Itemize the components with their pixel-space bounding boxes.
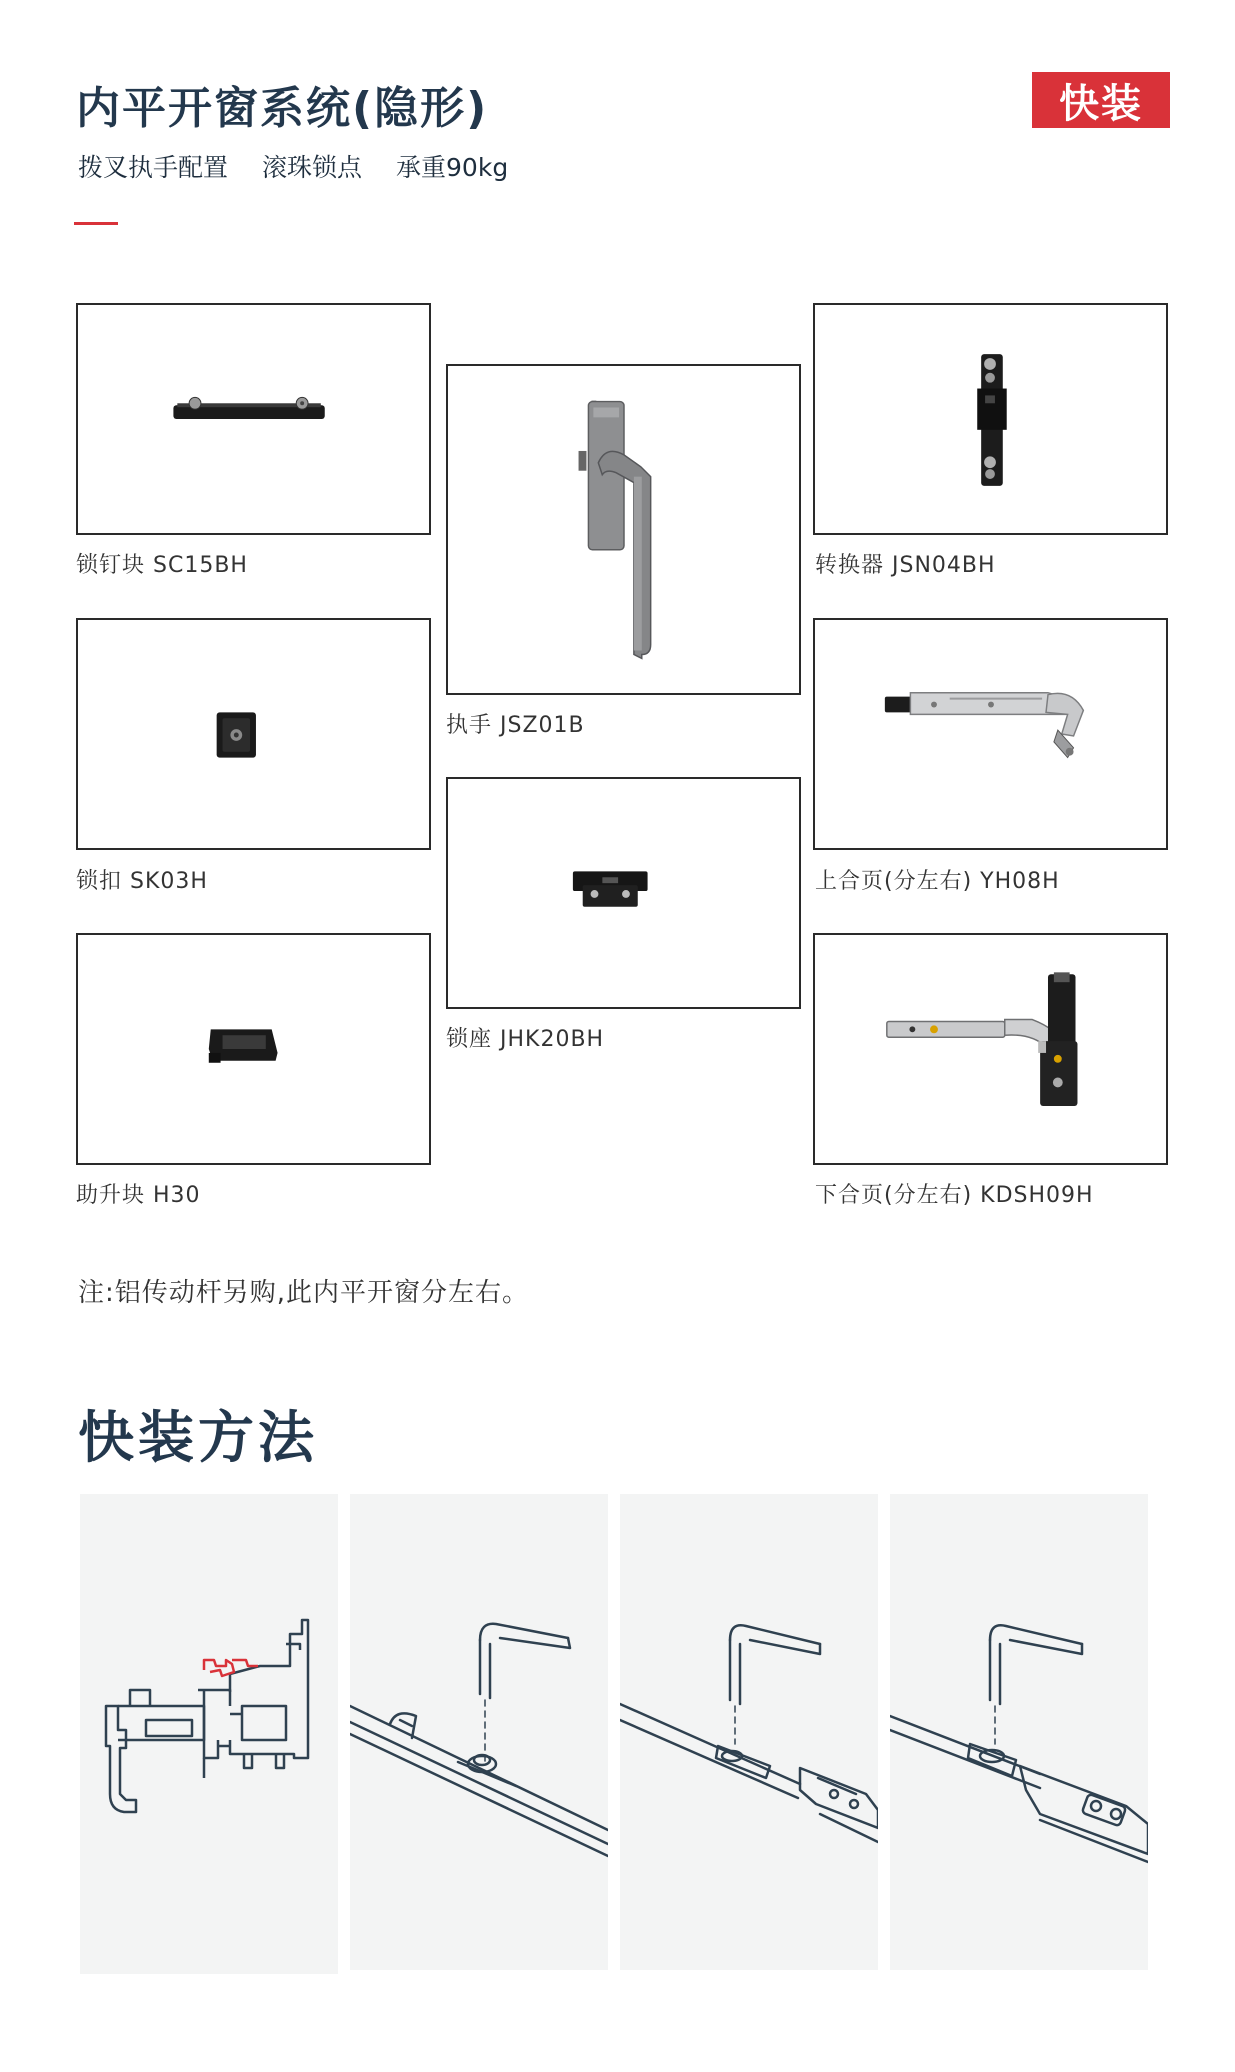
part-caption: 执手 JSZ01B bbox=[446, 713, 585, 738]
install-step-1 bbox=[350, 1494, 608, 1970]
part-card-handle bbox=[446, 364, 801, 695]
install-step-profile bbox=[80, 1494, 338, 1974]
lock-seat-image bbox=[448, 779, 799, 1007]
part-card-lock-seat bbox=[446, 777, 801, 1009]
lower-hinge-image bbox=[815, 935, 1166, 1163]
lift-block-image bbox=[78, 935, 429, 1163]
part-caption: 助升块 H30 bbox=[76, 1183, 201, 1208]
part-card-lower-hinge bbox=[813, 933, 1168, 1165]
quick-install-badge: 快装 bbox=[1032, 72, 1170, 128]
part-card-lock-pin-block bbox=[76, 303, 431, 535]
part-caption: 上合页(分左右) YH08H bbox=[815, 869, 1060, 894]
part-caption: 锁钉块 SC15BH bbox=[76, 553, 248, 578]
lock-buckle-image bbox=[78, 620, 429, 848]
lock-pin-block-image bbox=[78, 305, 429, 533]
feature-item: 承重90kg bbox=[396, 153, 509, 182]
part-caption: 下合页(分左右) KDSH09H bbox=[815, 1183, 1094, 1208]
part-caption: 锁座 JHK20BH bbox=[446, 1027, 605, 1052]
install-step-3 bbox=[890, 1494, 1148, 1970]
page-title: 内平开窗系统(隐形) bbox=[76, 83, 489, 134]
converter-image bbox=[815, 305, 1166, 533]
part-caption: 锁扣 SK03H bbox=[76, 869, 208, 894]
part-card-lock-buckle bbox=[76, 618, 431, 850]
feature-item: 滚珠锁点 bbox=[262, 153, 363, 182]
upper-hinge-image bbox=[815, 620, 1166, 848]
hex-key-rod-drawing-2 bbox=[620, 1494, 878, 1970]
feature-list bbox=[78, 148, 508, 184]
hex-key-rod-drawing-1 bbox=[350, 1494, 608, 1970]
section-title-install-method: 快装方法 bbox=[78, 1406, 318, 1471]
part-caption: 转换器 JSN04BH bbox=[815, 553, 996, 578]
profile-section-drawing bbox=[80, 1494, 338, 1974]
handle-image bbox=[448, 366, 799, 693]
hex-key-rod-drawing-3 bbox=[890, 1494, 1148, 1970]
part-card-lift-block bbox=[76, 933, 431, 1165]
accent-divider bbox=[74, 222, 118, 225]
feature-item: 拨叉执手配置 bbox=[78, 153, 229, 182]
part-card-upper-hinge bbox=[813, 618, 1168, 850]
install-step-2 bbox=[620, 1494, 878, 1970]
part-card-converter bbox=[813, 303, 1168, 535]
purchase-note: 注:铝传动杆另购,此内平开窗分左右。 bbox=[78, 1278, 530, 1308]
